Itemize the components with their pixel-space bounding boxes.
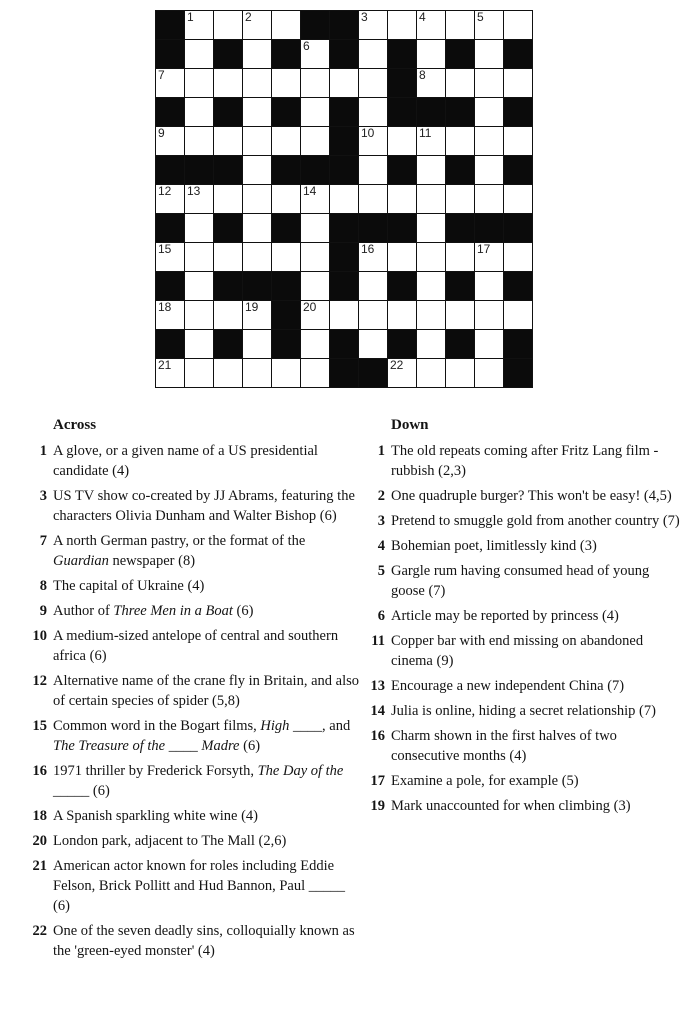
clue-across-16 (28, 761, 360, 801)
cell-number: 4 (419, 10, 426, 24)
white-cell-r3c3[interactable] (243, 98, 272, 127)
clue-text: US TV show co-created by JJ Abrams, featuring the characters Olivia Dunham and Walter Bishop (6) (53, 488, 355, 524)
white-cell-r8c12[interactable] (504, 243, 533, 272)
clue-text: Examine a pole, for example (5) (391, 773, 579, 789)
black-cell-r0c0 (156, 11, 185, 40)
clue-number: 20 (32, 833, 47, 849)
white-cell-r6c9[interactable] (417, 185, 446, 214)
clue-number: 16 (32, 763, 47, 779)
black-cell-r9c2 (214, 272, 243, 301)
black-cell-r3c2 (214, 98, 243, 127)
black-cell-r12c6 (330, 359, 359, 388)
clue-across-20 (28, 831, 360, 851)
clue-number: 13 (370, 678, 385, 694)
black-cell-r1c0 (156, 40, 185, 69)
black-cell-r5c2 (214, 156, 243, 185)
clue-across-9 (28, 601, 360, 621)
white-cell-r10c7[interactable] (359, 301, 388, 330)
white-cell-r7c5[interactable] (301, 214, 330, 243)
clue-text: One quadruple burger? This won't be easy! (4,5) (391, 488, 672, 504)
white-cell-r8c5[interactable] (301, 243, 330, 272)
clue-down-4 (366, 536, 686, 556)
white-cell-r8c0[interactable] (156, 243, 185, 272)
black-cell-r5c10 (446, 156, 475, 185)
white-cell-r4c5[interactable] (301, 127, 330, 156)
black-cell-r11c10 (446, 330, 475, 359)
across-clue-list (28, 441, 360, 961)
clue-across-7 (28, 531, 360, 571)
down-header: Down (391, 417, 429, 433)
clue-number: 9 (39, 603, 47, 619)
black-cell-r3c12 (504, 98, 533, 127)
white-cell-r2c1[interactable] (185, 69, 214, 98)
white-cell-r4c11[interactable] (475, 127, 504, 156)
white-cell-r2c9[interactable] (417, 69, 446, 98)
white-cell-r2c5[interactable] (301, 69, 330, 98)
clue-down-14 (366, 701, 686, 721)
white-cell-r6c11[interactable] (475, 185, 504, 214)
black-cell-r7c8 (388, 214, 417, 243)
white-cell-r12c2[interactable] (214, 359, 243, 388)
cell-number: 8 (419, 68, 426, 82)
black-cell-r9c0 (156, 272, 185, 301)
white-cell-r2c11[interactable] (475, 69, 504, 98)
clue-down-3 (366, 511, 686, 531)
clue-text: Copper bar with end missing on abandoned cinema (9) (391, 633, 644, 669)
cell-number: 3 (361, 10, 368, 24)
white-cell-r7c3[interactable] (243, 214, 272, 243)
white-cell-r10c8[interactable] (388, 301, 417, 330)
clue-text: Julia is online, hiding a secret relationship (7) (391, 703, 656, 719)
black-cell-r5c0 (156, 156, 185, 185)
cell-number: 21 (158, 358, 172, 372)
white-cell-r12c3[interactable] (243, 359, 272, 388)
white-cell-r8c7[interactable] (359, 243, 388, 272)
white-cell-r4c2[interactable] (214, 127, 243, 156)
white-cell-r9c9[interactable] (417, 272, 446, 301)
white-cell-r10c11[interactable] (475, 301, 504, 330)
white-cell-r9c7[interactable] (359, 272, 388, 301)
white-cell-r6c2[interactable] (214, 185, 243, 214)
white-cell-r8c10[interactable] (446, 243, 475, 272)
white-cell-r0c9[interactable] (417, 11, 446, 40)
white-cell-r1c5[interactable] (301, 40, 330, 69)
black-cell-r1c10 (446, 40, 475, 69)
clue-text: London park, adjacent to The Mall (2,6) (53, 833, 287, 849)
clue-number: 1 (377, 443, 385, 459)
cell-number: 22 (390, 358, 404, 372)
cell-number: 20 (303, 300, 317, 314)
white-cell-r2c7[interactable] (359, 69, 388, 98)
clue-text: The old repeats coming after Fritz Lang film - rubbish (2,3) (391, 443, 659, 479)
white-cell-r0c12[interactable] (504, 11, 533, 40)
black-cell-r11c4 (272, 330, 301, 359)
clue-text: 1971 thriller by Frederick Forsyth, The Day of the _____ (6) (53, 763, 344, 799)
clue-text: A Spanish sparkling white wine (4) (53, 808, 258, 824)
black-cell-r7c0 (156, 214, 185, 243)
black-cell-r9c10 (446, 272, 475, 301)
white-cell-r0c11[interactable] (475, 11, 504, 40)
clue-across-15 (28, 716, 360, 756)
black-cell-r7c7 (359, 214, 388, 243)
white-cell-r4c10[interactable] (446, 127, 475, 156)
white-cell-r0c8[interactable] (388, 11, 417, 40)
cell-number: 9 (158, 126, 165, 140)
clue-text: Encourage a new independent China (7) (391, 678, 625, 694)
white-cell-r2c10[interactable] (446, 69, 475, 98)
across-header: Across (53, 417, 97, 433)
clue-number: 3 (39, 488, 47, 504)
white-cell-r4c12[interactable] (504, 127, 533, 156)
white-cell-r0c4[interactable] (272, 11, 301, 40)
white-cell-r6c1[interactable] (185, 185, 214, 214)
clue-number: 8 (39, 578, 47, 594)
clue-across-21 (28, 856, 360, 916)
clue-text: Gargle rum having consumed head of young goose (7) (391, 563, 650, 599)
clue-down-5 (366, 561, 686, 601)
white-cell-r8c2[interactable] (214, 243, 243, 272)
clue-down-19 (366, 796, 686, 816)
cell-number: 18 (158, 300, 172, 314)
white-cell-r10c0[interactable] (156, 301, 185, 330)
black-cell-r11c0 (156, 330, 185, 359)
white-cell-r11c3[interactable] (243, 330, 272, 359)
white-cell-r8c4[interactable] (272, 243, 301, 272)
clue-number: 14 (370, 703, 385, 719)
white-cell-r8c11[interactable] (475, 243, 504, 272)
black-cell-r8c6 (330, 243, 359, 272)
white-cell-r4c9[interactable] (417, 127, 446, 156)
black-cell-r3c6 (330, 98, 359, 127)
white-cell-r3c1[interactable] (185, 98, 214, 127)
white-cell-r10c5[interactable] (301, 301, 330, 330)
black-cell-r3c10 (446, 98, 475, 127)
clue-down-17 (366, 771, 686, 791)
clue-across-12 (28, 671, 360, 711)
white-cell-r2c2[interactable] (214, 69, 243, 98)
clue-number: 16 (370, 728, 385, 744)
cell-number: 5 (477, 10, 484, 24)
white-cell-r10c6[interactable] (330, 301, 359, 330)
black-cell-r7c2 (214, 214, 243, 243)
black-cell-r1c4 (272, 40, 301, 69)
clue-text: Pretend to smuggle gold from another country (7) (391, 513, 680, 529)
clue-across-1 (28, 441, 360, 481)
white-cell-r6c3[interactable] (243, 185, 272, 214)
white-cell-r4c8[interactable] (388, 127, 417, 156)
white-cell-r12c4[interactable] (272, 359, 301, 388)
black-cell-r7c11 (475, 214, 504, 243)
clue-number: 7 (39, 533, 47, 549)
black-cell-r1c12 (504, 40, 533, 69)
white-cell-r0c2[interactable] (214, 11, 243, 40)
clue-text: Bohemian poet, limitlessly kind (3) (391, 538, 597, 554)
white-cell-r11c5[interactable] (301, 330, 330, 359)
clue-number: 19 (370, 798, 385, 814)
black-cell-r1c8 (388, 40, 417, 69)
clue-text: Mark unaccounted for when climbing (3) (391, 798, 631, 814)
white-cell-r2c3[interactable] (243, 69, 272, 98)
white-cell-r10c2[interactable] (214, 301, 243, 330)
white-cell-r8c1[interactable] (185, 243, 214, 272)
clue-text: Article may be reported by princess (4) (391, 608, 619, 624)
white-cell-r3c7[interactable] (359, 98, 388, 127)
white-cell-r1c1[interactable] (185, 40, 214, 69)
white-cell-r4c4[interactable] (272, 127, 301, 156)
black-cell-r7c10 (446, 214, 475, 243)
white-cell-r6c7[interactable] (359, 185, 388, 214)
cell-number: 17 (477, 242, 491, 256)
black-cell-r5c4 (272, 156, 301, 185)
black-cell-r5c8 (388, 156, 417, 185)
black-cell-r4c6 (330, 127, 359, 156)
white-cell-r8c9[interactable] (417, 243, 446, 272)
white-cell-r6c5[interactable] (301, 185, 330, 214)
clue-number: 6 (377, 608, 385, 624)
clue-number: 5 (377, 563, 385, 579)
white-cell-r7c1[interactable] (185, 214, 214, 243)
white-cell-r12c1[interactable] (185, 359, 214, 388)
clue-across-3 (28, 486, 360, 526)
white-cell-r2c12[interactable] (504, 69, 533, 98)
clue-number: 12 (32, 673, 47, 689)
black-cell-r3c8 (388, 98, 417, 127)
black-cell-r1c2 (214, 40, 243, 69)
black-cell-r7c12 (504, 214, 533, 243)
white-cell-r5c3[interactable] (243, 156, 272, 185)
white-cell-r3c11[interactable] (475, 98, 504, 127)
cell-number: 6 (303, 39, 310, 53)
black-cell-r7c4 (272, 214, 301, 243)
crossword-grid (155, 10, 533, 388)
black-cell-r9c6 (330, 272, 359, 301)
clue-text: Charm shown in the first halves of two consecutive months (4) (391, 728, 617, 764)
white-cell-r5c11[interactable] (475, 156, 504, 185)
white-cell-r12c9[interactable] (417, 359, 446, 388)
cell-number: 16 (361, 242, 375, 256)
clue-number: 22 (32, 923, 47, 939)
clue-down-13 (366, 676, 686, 696)
clue-down-2 (366, 486, 686, 506)
clue-number: 15 (32, 718, 47, 734)
black-cell-r9c4 (272, 272, 301, 301)
white-cell-r2c4[interactable] (272, 69, 301, 98)
black-cell-r5c6 (330, 156, 359, 185)
white-cell-r8c3[interactable] (243, 243, 272, 272)
clue-number: 1 (39, 443, 47, 459)
black-cell-r5c5 (301, 156, 330, 185)
black-cell-r2c8 (388, 69, 417, 98)
clue-number: 2 (377, 488, 385, 504)
clue-across-18 (28, 806, 360, 826)
white-cell-r12c5[interactable] (301, 359, 330, 388)
white-cell-r6c4[interactable] (272, 185, 301, 214)
white-cell-r11c1[interactable] (185, 330, 214, 359)
white-cell-r9c5[interactable] (301, 272, 330, 301)
white-cell-r12c11[interactable] (475, 359, 504, 388)
clue-text: A glove, or a given name of a US presidential candidate (4) (53, 443, 318, 479)
white-cell-r4c1[interactable] (185, 127, 214, 156)
clue-down-16 (366, 726, 686, 766)
white-cell-r9c11[interactable] (475, 272, 504, 301)
black-cell-r9c3 (243, 272, 272, 301)
clue-number: 4 (377, 538, 385, 554)
white-cell-r12c8[interactable] (388, 359, 417, 388)
white-cell-r2c0[interactable] (156, 69, 185, 98)
cell-number: 10 (361, 126, 375, 140)
black-cell-r12c7 (359, 359, 388, 388)
black-cell-r7c6 (330, 214, 359, 243)
across-clues-column (28, 415, 360, 966)
white-cell-r5c9[interactable] (417, 156, 446, 185)
white-cell-r11c11[interactable] (475, 330, 504, 359)
clue-text: The capital of Ukraine (4) (53, 578, 205, 594)
white-cell-r5c7[interactable] (359, 156, 388, 185)
black-cell-r3c9 (417, 98, 446, 127)
clue-number: 3 (377, 513, 385, 529)
clue-text: Alternative name of the crane fly in Britain, and also of certain species of spider (5,8) (53, 673, 360, 709)
clue-text: Common word in the Bogart films, High ____, and The Treasure of the ____ Madre (6) (53, 718, 351, 754)
clue-text: Author of Three Men in a Boat (6) (53, 603, 254, 619)
clue-across-10 (28, 626, 360, 666)
down-clue-list (366, 441, 686, 816)
white-cell-r0c1[interactable] (185, 11, 214, 40)
black-cell-r5c12 (504, 156, 533, 185)
white-cell-r11c7[interactable] (359, 330, 388, 359)
clue-text: A north German pastry, or the format of the Guardian newspaper (8) (53, 533, 306, 569)
white-cell-r6c0[interactable] (156, 185, 185, 214)
white-cell-r10c10[interactable] (446, 301, 475, 330)
clue-number: 18 (32, 808, 47, 824)
white-cell-r4c7[interactable] (359, 127, 388, 156)
white-cell-r0c10[interactable] (446, 11, 475, 40)
clue-number: 10 (32, 628, 47, 644)
white-cell-r4c0[interactable] (156, 127, 185, 156)
white-cell-r1c11[interactable] (475, 40, 504, 69)
white-cell-r9c1[interactable] (185, 272, 214, 301)
white-cell-r10c3[interactable] (243, 301, 272, 330)
clue-down-11 (366, 631, 686, 671)
black-cell-r11c2 (214, 330, 243, 359)
white-cell-r10c12[interactable] (504, 301, 533, 330)
clue-number: 21 (32, 858, 47, 874)
black-cell-r0c6 (330, 11, 359, 40)
clue-text: American actor known for roles including Eddie Felson, Brick Pollitt and Hud Bannon, Paul _____ (6) (53, 858, 346, 914)
cell-number: 19 (245, 300, 259, 314)
clue-across-8 (28, 576, 360, 596)
clue-number: 17 (370, 773, 385, 789)
black-cell-r3c0 (156, 98, 185, 127)
white-cell-r6c8[interactable] (388, 185, 417, 214)
cell-number: 12 (158, 184, 172, 198)
black-cell-r11c6 (330, 330, 359, 359)
cell-number: 14 (303, 184, 317, 198)
white-cell-r12c0[interactable] (156, 359, 185, 388)
white-cell-r0c3[interactable] (243, 11, 272, 40)
white-cell-r2c6[interactable] (330, 69, 359, 98)
white-cell-r10c9[interactable] (417, 301, 446, 330)
white-cell-r1c7[interactable] (359, 40, 388, 69)
white-cell-r6c12[interactable] (504, 185, 533, 214)
clue-text: A medium-sized antelope of central and southern africa (6) (53, 628, 339, 664)
white-cell-r4c3[interactable] (243, 127, 272, 156)
white-cell-r12c10[interactable] (446, 359, 475, 388)
white-cell-r6c6[interactable] (330, 185, 359, 214)
cell-number: 15 (158, 242, 172, 256)
black-cell-r3c4 (272, 98, 301, 127)
black-cell-r5c1 (185, 156, 214, 185)
cell-number: 13 (187, 184, 201, 198)
black-cell-r1c6 (330, 40, 359, 69)
black-cell-r9c8 (388, 272, 417, 301)
white-cell-r8c8[interactable] (388, 243, 417, 272)
white-cell-r10c1[interactable] (185, 301, 214, 330)
black-cell-r11c8 (388, 330, 417, 359)
white-cell-r6c10[interactable] (446, 185, 475, 214)
cell-number: 7 (158, 68, 165, 82)
cell-number: 2 (245, 10, 252, 24)
black-cell-r0c5 (301, 11, 330, 40)
cell-number: 1 (187, 10, 194, 24)
black-cell-r10c4 (272, 301, 301, 330)
clue-across-22 (28, 921, 360, 961)
white-cell-r7c9[interactable] (417, 214, 446, 243)
white-cell-r3c5[interactable] (301, 98, 330, 127)
clue-down-1 (366, 441, 686, 481)
white-cell-r0c7[interactable] (359, 11, 388, 40)
black-cell-r11c12 (504, 330, 533, 359)
black-cell-r9c12 (504, 272, 533, 301)
clue-number: 11 (371, 633, 385, 649)
white-cell-r11c9[interactable] (417, 330, 446, 359)
down-clues-column (366, 415, 686, 821)
black-cell-r12c12 (504, 359, 533, 388)
clue-down-6 (366, 606, 686, 626)
white-cell-r1c3[interactable] (243, 40, 272, 69)
clue-text: One of the seven deadly sins, colloquially known as the 'green-eyed monster' (4) (53, 923, 355, 959)
white-cell-r1c9[interactable] (417, 40, 446, 69)
cell-number: 11 (419, 126, 432, 140)
